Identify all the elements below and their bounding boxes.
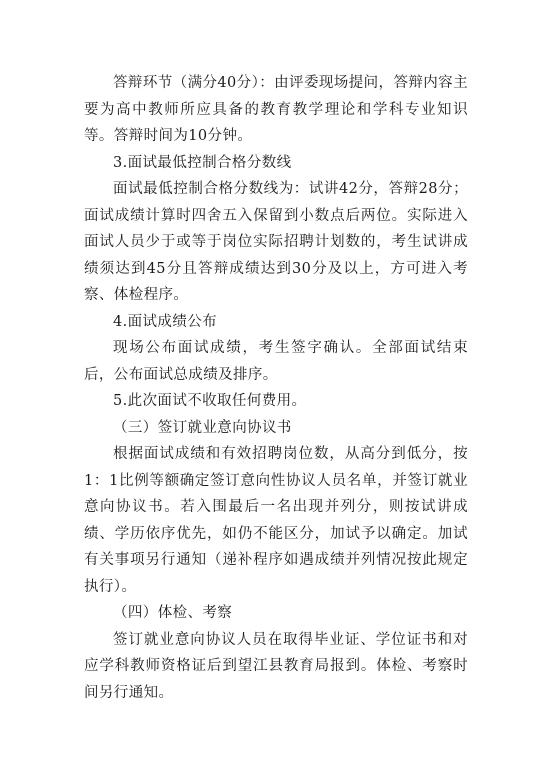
paragraph-agreement: 根据面试成绩和有效招聘岗位数，从高分到低分，按1：1比例等额确定签订意向性协议人员名单，并签订就业意向协议书。若入围最后一名出现并列分，则按试讲成绩、学历依序优先，如仍不能区分，加试予以确定。加试有关事项另行通知（递补程序如遇成绩并列情况按此规定执行）。 <box>84 446 468 595</box>
heading-exam-review: （四）体检、考察 <box>113 605 233 621</box>
heading-minimum-score: 3.面试最低控制合格分数线 <box>113 154 292 171</box>
paragraph-exam-review: 签订就业意向协议人员在取得毕业证、学位证书和对应学科教师资格证后到望江县教育局报到。体检、考察时间另行通知。 <box>84 631 468 701</box>
paragraph-defense-section: 答辩环节（满分40分）：由评委现场提问，答辩内容主要为高中教师所应具备的教育教学理论和学科专业知识等。答辩时间为10分钟。 <box>84 75 468 144</box>
heading-agreement: （三）签订就业意向协议书 <box>113 419 292 436</box>
heading-score-announcement: 4.面试成绩公布 <box>113 313 218 330</box>
paragraph-minimum-score: 面试最低控制合格分数线为：试讲42分，答辩28分；面试成绩计算时四舍五入保留到小数点后两位。实际进入面试人员少于或等于岗位实际招聘计划数的，考生试讲成绩须达到45分且答辩成绩达到30分及以上，方可进入考察、体检程序。 <box>84 181 468 303</box>
paragraph-score-announcement: 现场公布面试成绩，考生签字确认。全部面试结束后，公布面试总成绩及排序。 <box>84 340 468 383</box>
heading-no-fee: 5.此次面试不收取任何费用。 <box>113 393 307 409</box>
